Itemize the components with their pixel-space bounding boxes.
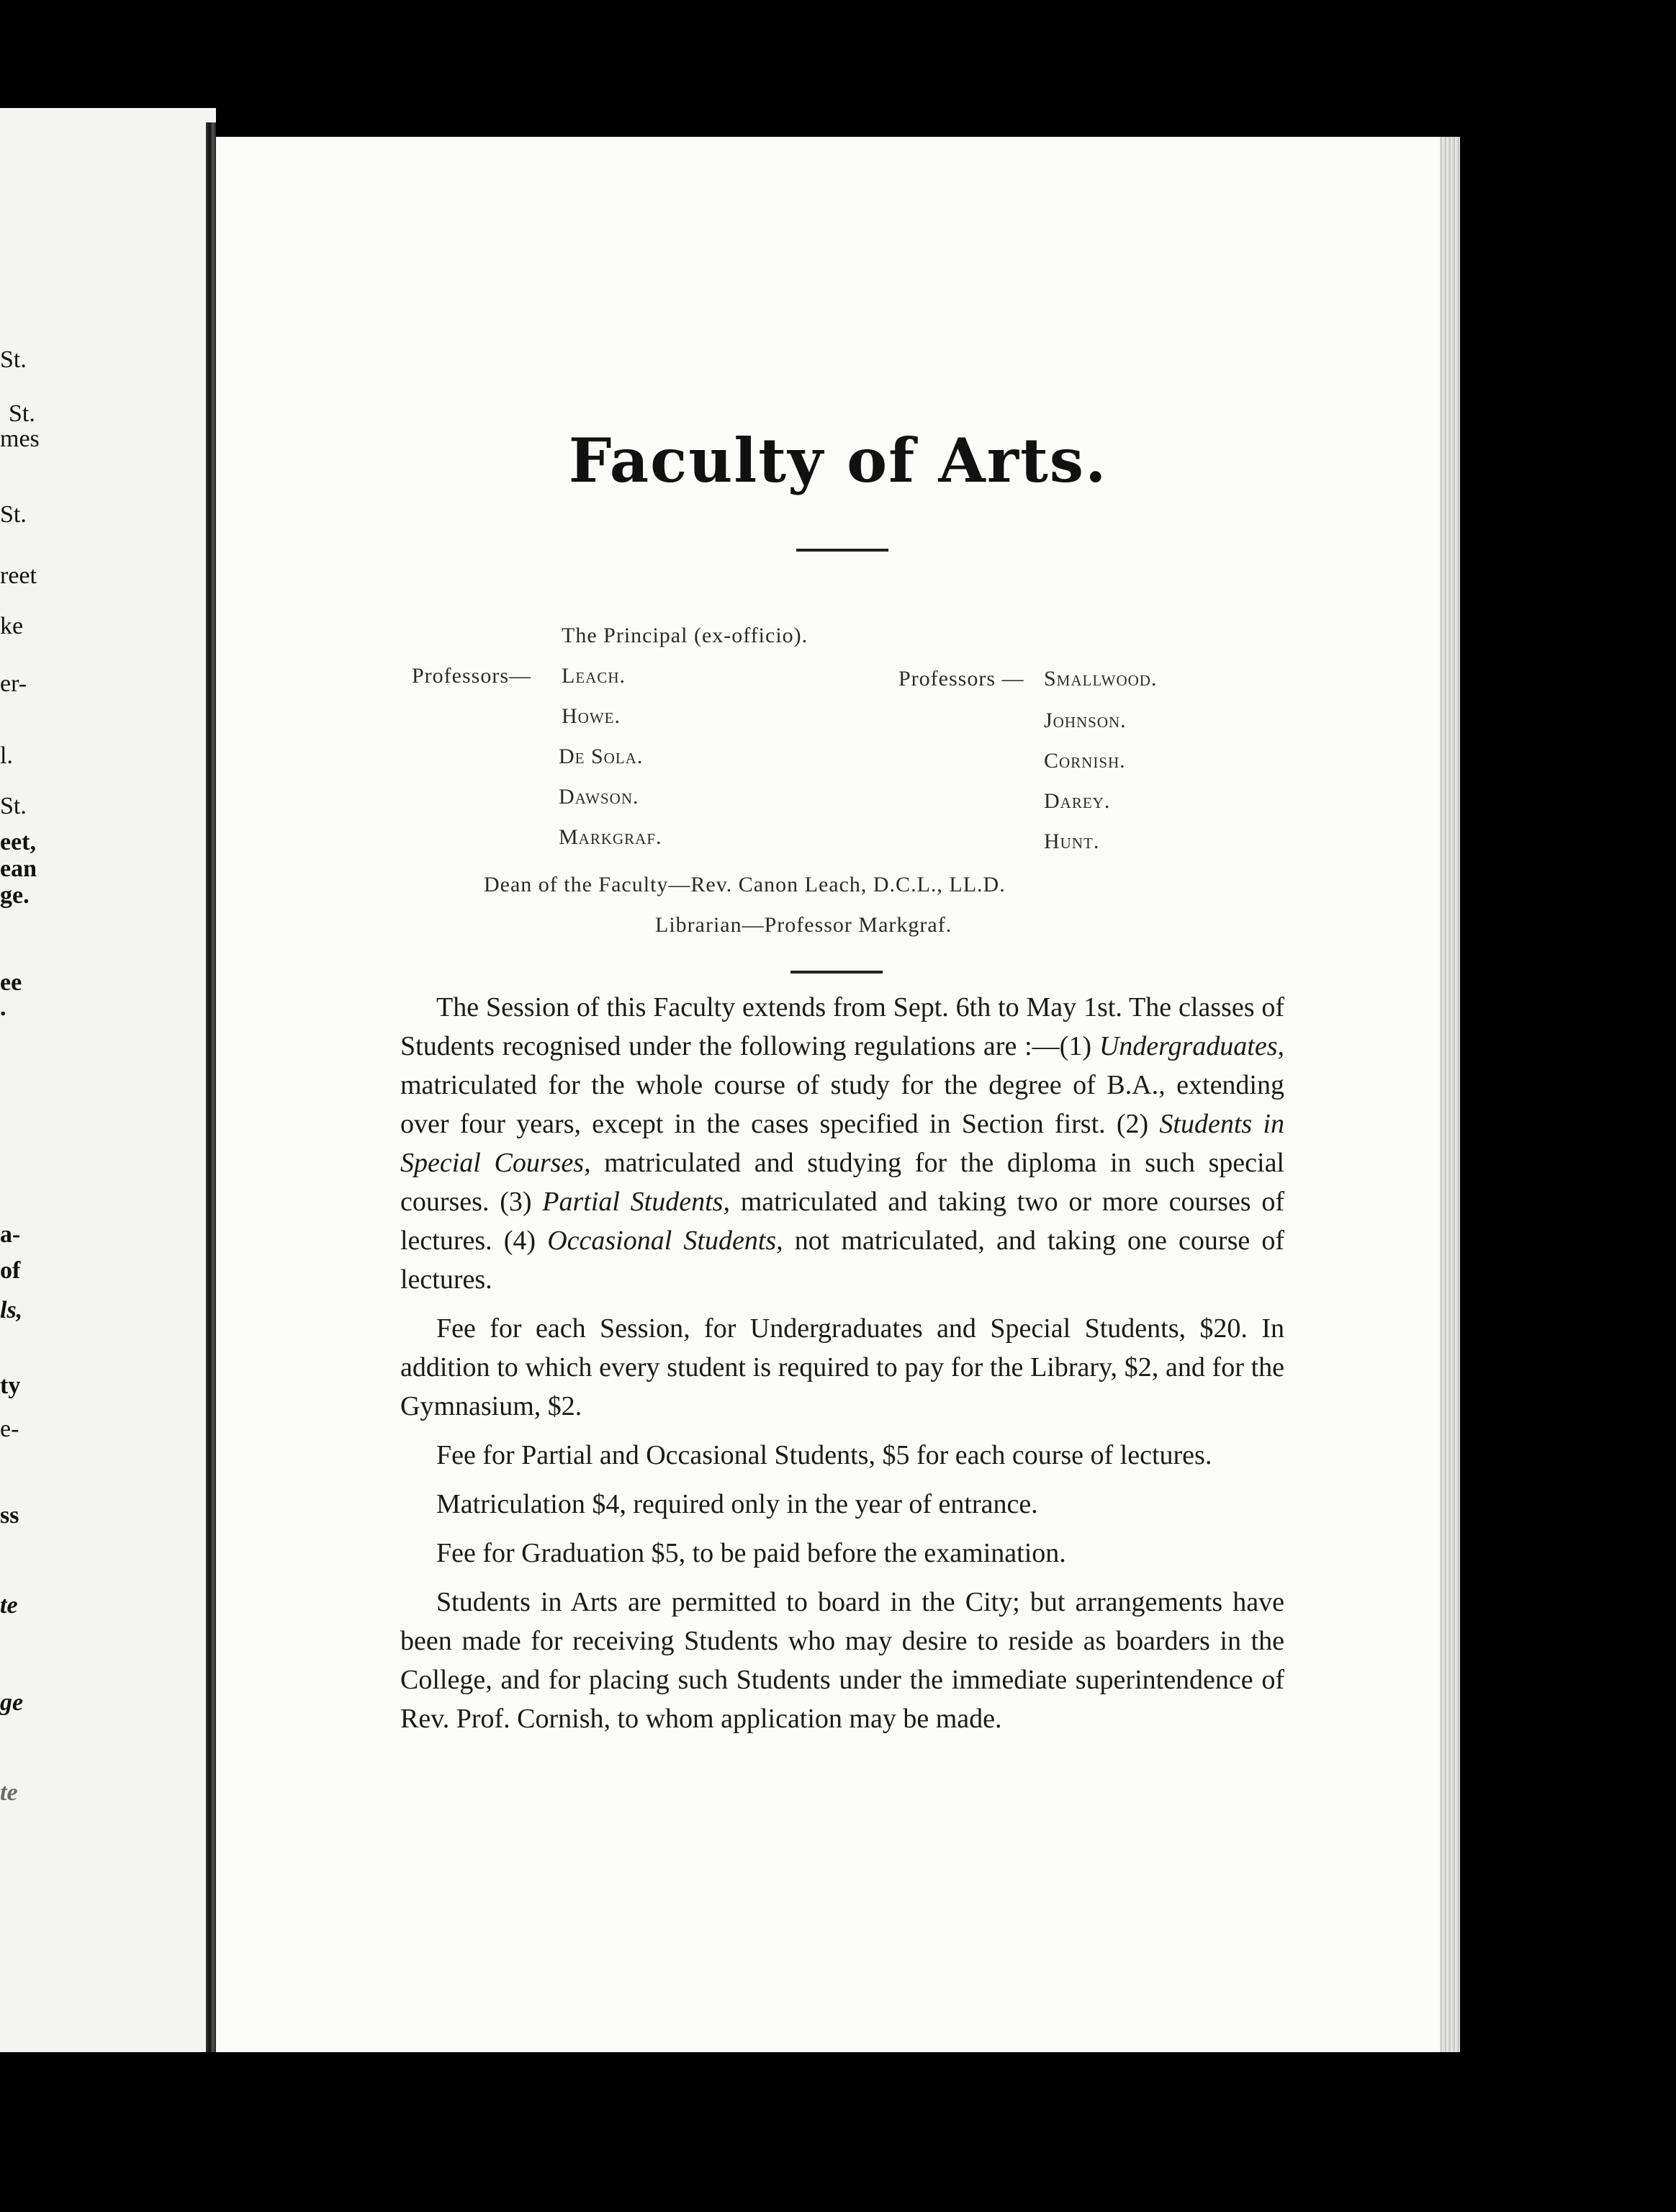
left-facing-page [0, 108, 216, 2052]
professor-name: Dawson. [559, 785, 639, 809]
professor-name: De Sola. [559, 745, 644, 768]
professors-right-label: Professors — [898, 667, 1024, 691]
professor-name: Cornish. [1044, 749, 1126, 773]
professor-name: Smallwood. [1044, 667, 1158, 691]
professors-left-label: Professors— [412, 664, 531, 688]
left-fragment: reet [0, 562, 37, 589]
left-fragment: ge. [0, 882, 30, 909]
professor-name: Markgraf. [559, 825, 662, 849]
paragraph-classes: The Session of this Faculty extends from Sept. 6th to May 1st. The classes of Students recognised under the following regulations are :—(1) Undergraduates, matriculated for the whole course of study for the degree of B.A., extending over four years, except in the cases specified in Section first. (2) Students in Special Courses, matriculated and studying for the diploma in such special courses. (3) Partial Students, matriculated and taking two or more courses of lectures. (4) Occasional Students, not matriculated, and taking one course of lectures. [400, 992, 1284, 1295]
left-fragment: ss [0, 1502, 19, 1529]
left-fragment: . [0, 994, 6, 1021]
left-fragment: mes [0, 426, 40, 452]
left-fragment: te [0, 1779, 18, 1806]
section-rule [790, 971, 883, 974]
page-title: Faculty of Arts. [568, 425, 1108, 496]
left-fragment: St. [9, 400, 35, 427]
principal-line: The Principal (ex-officio). [562, 624, 808, 647]
paragraph-graduation: Fee for Graduation $5, to be paid before the examination. [436, 1538, 1066, 1568]
left-fragment: St. [0, 346, 27, 373]
paragraph-matriculation: Matriculation $4, required only in the year of entrance. [436, 1489, 1038, 1519]
paragraph-session-fee: Fee for each Session, for Undergraduates and Special Students, $20. In addition to which every student is required to pay for the Library, $2, and for the Gymnasium, $2. [400, 1313, 1284, 1421]
professor-name: Hunt. [1044, 830, 1100, 853]
body-text [400, 988, 1284, 1748]
left-fragment: ee [0, 969, 22, 996]
librarian-line: Librarian—Professor Markgraf. [655, 913, 952, 937]
left-fragment: ge [0, 1689, 24, 1716]
professor-name: Darey. [1044, 789, 1111, 813]
left-fragment: ean [0, 855, 37, 882]
left-fragment: ke [0, 613, 24, 639]
left-fragment: ty [0, 1372, 21, 1399]
left-fragment: eet, [0, 829, 37, 855]
left-fragment: er- [0, 670, 27, 697]
left-fragment: of [0, 1257, 21, 1284]
professor-name: Howe. [562, 704, 621, 728]
title-rule [796, 549, 888, 552]
dean-line: Dean of the Faculty—Rev. Canon Leach, D.C.L., LL.D. [484, 873, 1006, 896]
left-fragment: St. [0, 793, 27, 819]
left-fragment: l. [0, 742, 13, 769]
left-fragment: e- [0, 1416, 19, 1442]
left-fragment: St. [0, 501, 27, 528]
page-edge [1440, 137, 1460, 2052]
professor-name: Johnson. [1044, 709, 1127, 732]
left-fragment: a- [0, 1221, 21, 1248]
paragraph-boarding: Students in Arts are permitted to board in the City; but arrangements have been made for receiving Students who may desire to reside as boarders in the College, and for placing such Students under the immediate superintendence of Rev. Prof. Cornish, to whom application may be made. [400, 1587, 1284, 1734]
professor-name: Leach. [562, 664, 626, 688]
book-spine [206, 122, 216, 2052]
left-fragment: te [0, 1592, 18, 1619]
left-fragment: ls, [0, 1297, 23, 1323]
paragraph-partial-fee: Fee for Partial and Occasional Students, $5 for each course of lectures. [436, 1440, 1212, 1470]
